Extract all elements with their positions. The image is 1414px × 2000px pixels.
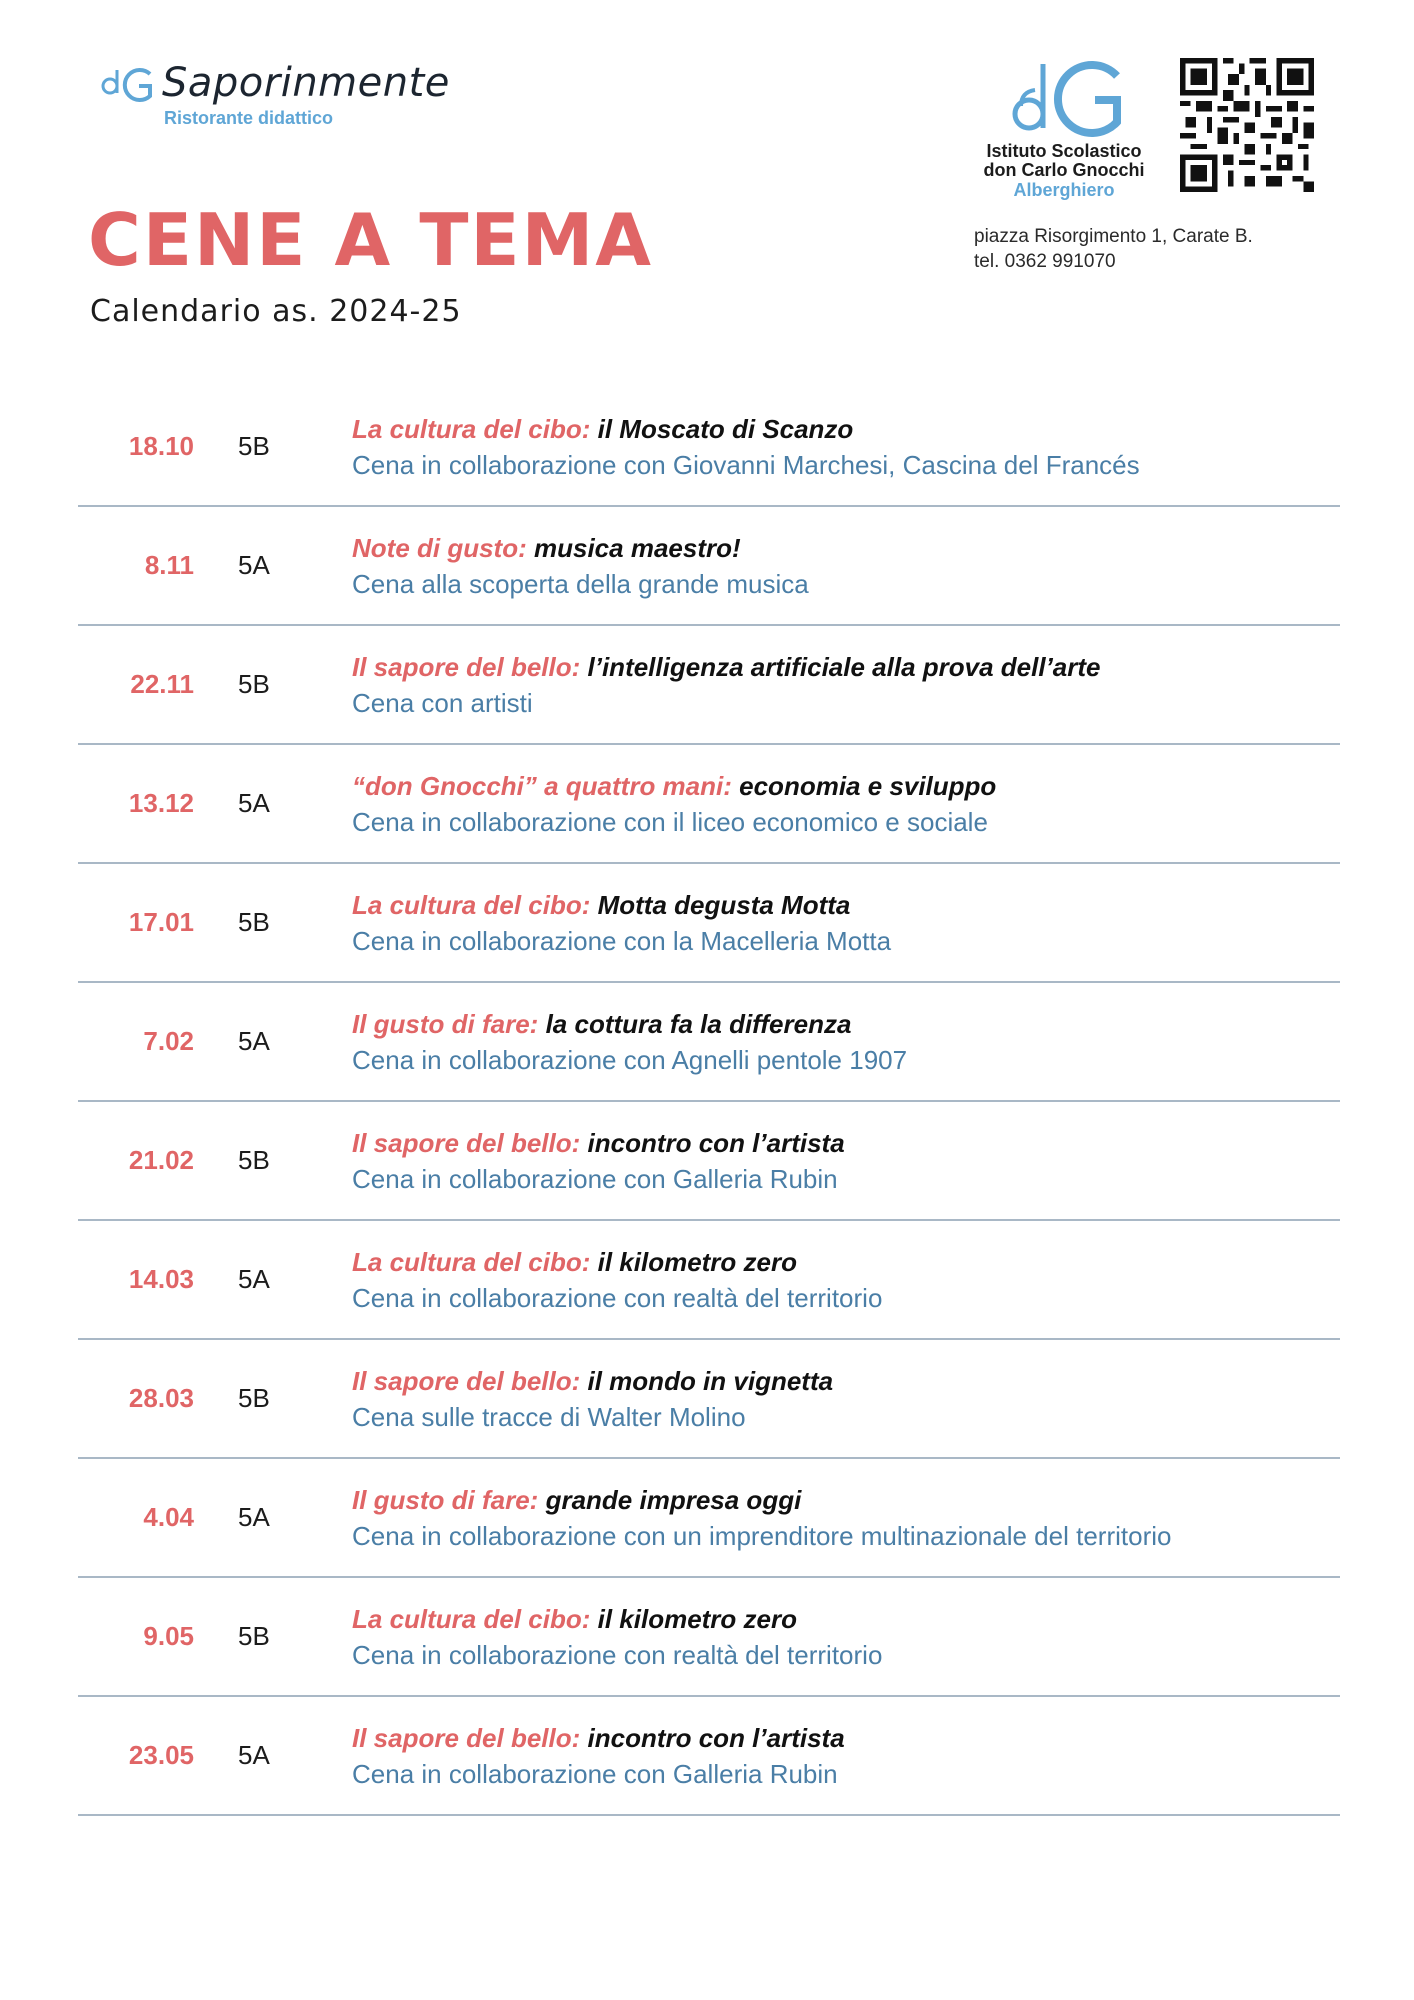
event-row <box>78 1102 1340 1221</box>
event-class: 5A <box>238 1740 270 1770</box>
event-description-block <box>316 1601 1340 1673</box>
event-theme: Note di gusto: <box>352 532 527 563</box>
event-class: 5B <box>238 1383 270 1413</box>
institute-logo <box>964 42 1164 200</box>
event-date: 14.03 <box>128 1264 194 1294</box>
event-description: Cena in collaborazione con Galleria Rubin <box>352 1163 838 1194</box>
event-row <box>78 864 1340 983</box>
event-theme: Il sapore del bello: <box>352 1365 581 1396</box>
event-theme: Il sapore del bello: <box>352 651 581 682</box>
event-topic: il kilometro zero <box>597 1603 797 1634</box>
qr-code-icon[interactable] <box>1180 58 1314 192</box>
institute-type: Alberghiero <box>1013 180 1115 200</box>
event-date: 8.11 <box>144 550 194 580</box>
event-class: 5A <box>238 550 270 580</box>
event-row <box>78 388 1340 507</box>
event-date: 17.01 <box>128 907 194 937</box>
event-description: Cena in collaborazione con Agnelli pentole 1907 <box>352 1044 908 1075</box>
event-row <box>78 1459 1340 1578</box>
event-row <box>78 1697 1340 1816</box>
event-class: 5B <box>238 669 270 699</box>
page-subtitle: Calendario as. 2024-25 <box>90 294 462 329</box>
event-topic: incontro con l’artista <box>587 1722 845 1753</box>
event-row <box>78 983 1340 1102</box>
event-date: 7.02 <box>143 1026 194 1056</box>
brand-name: Saporinmente <box>162 60 450 106</box>
event-topic: il kilometro zero <box>597 1246 797 1277</box>
event-row <box>78 1578 1340 1697</box>
event-description: Cena in collaborazione con la Macelleria Motta <box>352 925 892 956</box>
event-theme: La cultura del cibo: <box>352 1603 591 1634</box>
event-topic: Motta degusta Motta <box>597 889 851 920</box>
event-date: 23.05 <box>128 1740 194 1770</box>
institute-name-line2: don Carlo Gnocchi <box>983 160 1145 180</box>
event-class: 5A <box>238 1502 270 1532</box>
event-description-block <box>316 1363 1340 1435</box>
event-description-block <box>316 411 1340 483</box>
page-title: CENE A TEMA <box>88 198 653 282</box>
event-date: 4.04 <box>143 1502 194 1532</box>
event-description-block <box>316 1125 1340 1197</box>
event-description-block <box>316 768 1340 840</box>
event-description-block <box>316 1720 1340 1792</box>
event-topic: economia e sviluppo <box>739 770 997 801</box>
event-theme: La cultura del cibo: <box>352 889 591 920</box>
event-description-block <box>316 530 1340 602</box>
event-theme: La cultura del cibo: <box>352 413 591 444</box>
event-theme: “don Gnocchi” a quattro mani: <box>352 770 732 801</box>
event-description-block <box>316 1006 1340 1078</box>
saporinmente-logo <box>96 58 450 129</box>
event-description: Cena in collaborazione con realtà del territorio <box>352 1282 883 1313</box>
event-date: 21.02 <box>128 1145 194 1175</box>
event-topic: la cottura fa la differenza <box>545 1008 852 1039</box>
event-description: Cena con artisti <box>352 687 533 718</box>
event-class: 5A <box>238 788 270 818</box>
event-description-block <box>316 887 1340 959</box>
event-topic: l’intelligenza artificiale alla prova dell’arte <box>587 651 1101 682</box>
event-class: 5B <box>238 1621 270 1651</box>
event-description-block <box>316 649 1340 721</box>
address-block <box>974 224 1253 274</box>
event-row <box>78 1340 1340 1459</box>
event-class: 5A <box>238 1264 270 1294</box>
event-theme: Il sapore del bello: <box>352 1722 581 1753</box>
event-theme: Il sapore del bello: <box>352 1127 581 1158</box>
event-description: Cena in collaborazione con Galleria Rubin <box>352 1758 838 1789</box>
event-description: Cena in collaborazione con un imprenditore multinazionale del territorio <box>352 1520 1172 1551</box>
event-topic: il mondo in vignetta <box>587 1365 834 1396</box>
event-description-block <box>316 1244 1340 1316</box>
event-class: 5B <box>238 1145 270 1175</box>
event-description: Cena in collaborazione con realtà del territorio <box>352 1639 883 1670</box>
event-description: Cena alla scoperta della grande musica <box>352 568 809 599</box>
event-class: 5B <box>238 431 270 461</box>
event-date: 28.03 <box>128 1383 194 1413</box>
event-description: Cena in collaborazione con il liceo economico e sociale <box>352 806 988 837</box>
event-description: Cena sulle tracce di Walter Molino <box>352 1401 746 1432</box>
event-date: 18.10 <box>128 431 194 461</box>
event-topic: musica maestro! <box>534 532 741 563</box>
event-topic: il Moscato di Scanzo <box>597 413 854 444</box>
event-row <box>78 507 1340 626</box>
event-class: 5B <box>238 907 270 937</box>
event-class: 5A <box>238 1026 270 1056</box>
events-list <box>78 388 1340 1816</box>
dcg-logo-icon <box>96 58 156 108</box>
event-description-block <box>316 1482 1340 1554</box>
event-date: 22.11 <box>130 669 194 699</box>
event-row <box>78 626 1340 745</box>
dcg-institute-logo-icon <box>999 42 1129 142</box>
event-theme: Il gusto di fare: <box>352 1484 539 1515</box>
event-topic: grande impresa oggi <box>545 1484 802 1515</box>
event-row <box>78 1221 1340 1340</box>
institute-name-line1: Istituto Scolastico <box>986 141 1142 161</box>
event-date: 9.05 <box>143 1621 194 1651</box>
event-description: Cena in collaborazione con Giovanni Marchesi, Cascina del Francés <box>352 449 1140 480</box>
event-row <box>78 745 1340 864</box>
event-theme: Il gusto di fare: <box>352 1008 539 1039</box>
brand-subtitle: Ristorante didattico <box>164 108 334 128</box>
event-topic: incontro con l’artista <box>587 1127 845 1158</box>
event-theme: La cultura del cibo: <box>352 1246 591 1277</box>
phone-line: tel. 0362 991070 <box>974 251 1116 272</box>
event-date: 13.12 <box>128 788 194 818</box>
address-line: piazza Risorgimento 1, Carate B. <box>974 226 1253 247</box>
